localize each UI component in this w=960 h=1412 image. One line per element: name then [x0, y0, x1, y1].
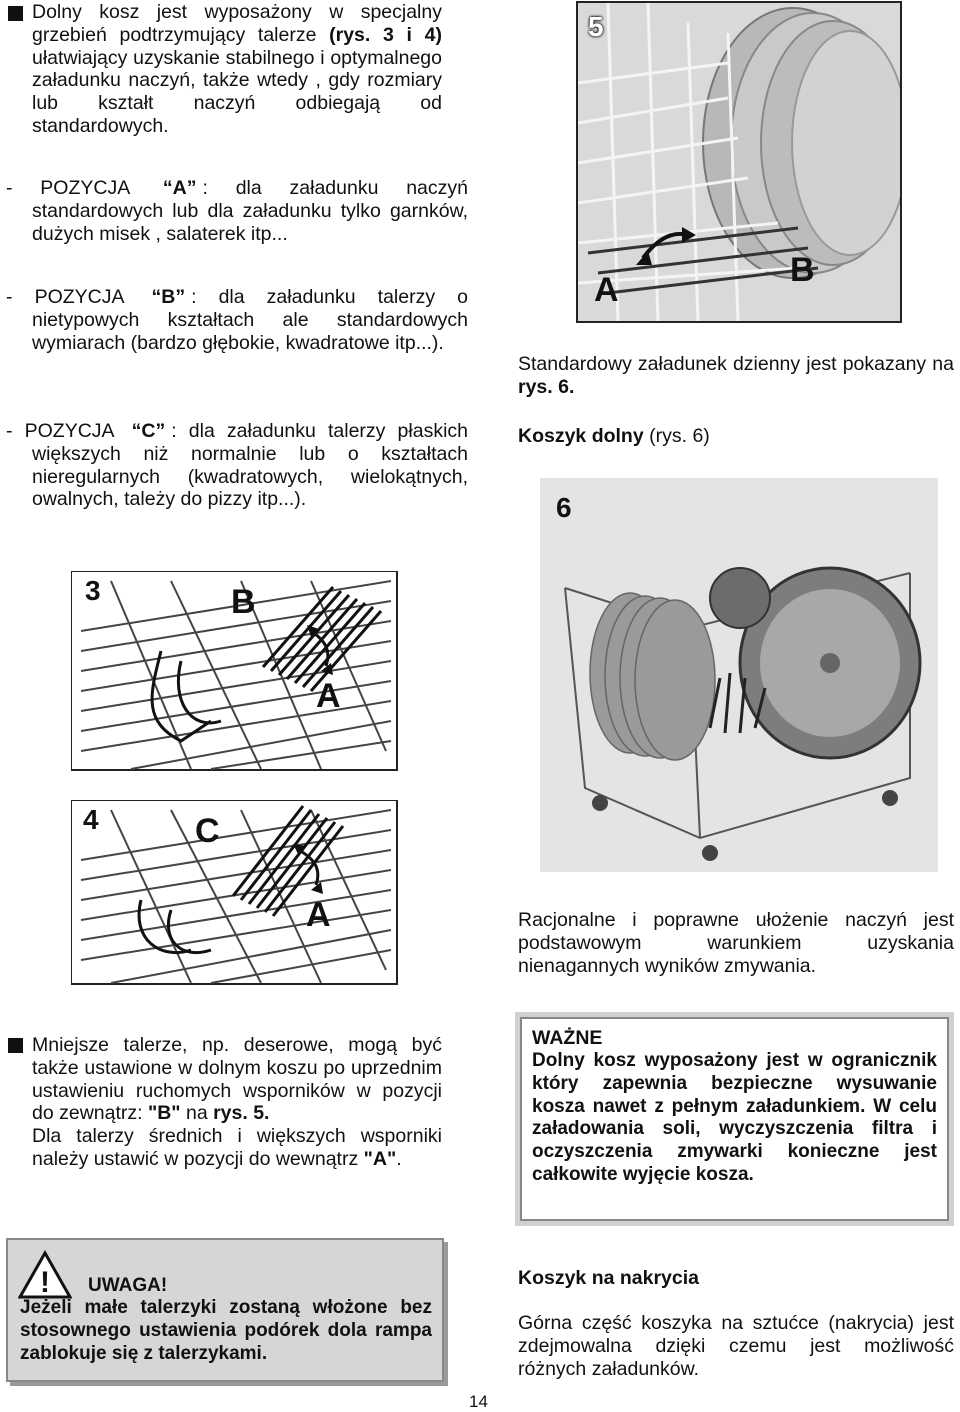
position-b-paragraph: - POZYCJA “B” : dla załadunku talerzy o nietypowych kształtach ale standardowych wymiarach (bardzo głębokie, kwadratowe itp...). — [6, 286, 468, 354]
figure-5-number: 5 — [588, 11, 604, 42]
figure-4-letter-a: A — [306, 896, 331, 934]
figure-3-illustration — [71, 571, 398, 771]
svg-text:!: ! — [40, 1266, 50, 1299]
figure-4-illustration — [71, 800, 398, 985]
page-number: 14 — [469, 1392, 488, 1411]
figure-5-letter-b: B — [790, 251, 815, 289]
figure-4-letter-c: C — [195, 812, 220, 850]
position-a-paragraph: - POZYCJA “A” : dla załadunku naczyń standardowych lub dla załadunku tylko garnków, dużych misek , salaterek itp... — [6, 177, 468, 245]
paragraph-intro: Dolny kosz jest wyposażony w specjalny grzebień podtrzymujący talerze (rys. 3 i 4) ułatwiający uzyskanie stabilnego i optymalnego załadunku naczyń, także wtedy , gdy rozmiary lub kształt naczyń odbiegają od standardowych. — [32, 1, 442, 137]
figure-5-letter-a: A — [594, 271, 619, 309]
figure-6-number: 6 — [556, 492, 572, 523]
warning-text: Jeżeli małe talerzyki zostaną włożone bez stosownego ustawienia podórek dola rampa zablokuje się z talerzykami. — [20, 1297, 432, 1364]
plates-in-rack-photo — [578, 3, 900, 321]
bullet-square — [8, 6, 23, 21]
figure-6-illustration — [540, 478, 938, 872]
warning-triangle-icon — [18, 1250, 72, 1300]
figure-4-number: 4 — [83, 804, 99, 835]
paragraph-small-plates: Mniejsze talerze, np. deserowe, mogą być także ustawione w dolnym koszu po uprzednim ustawieniu ruchomych wsporników w pozycji do zewnątrz: "B" na rys. 5. Dla talerzy średnich i większych wsporniki należy ustawić w pozycji do wewnątrz "A". — [32, 1034, 442, 1170]
figure-5-illustration — [576, 1, 902, 323]
bullet-square — [8, 1038, 23, 1053]
lower-basket-heading: Koszyk dolny (rys. 6) — [518, 425, 710, 447]
figure-3-letter-a: A — [316, 677, 341, 715]
rational-loading-paragraph: Racjonalne i poprawne ułożenie naczyń jest podstawowym warunkiem uzyskania nienagannych wyników zmywania. — [518, 909, 954, 977]
warning-box — [6, 1238, 444, 1382]
cutlery-basket-heading: Koszyk na nakrycia — [518, 1267, 700, 1289]
important-text: Dolny kosz wyposażony jest w ogranicznik który zapewnia bezpieczne wysuwanie kosza nawet z pełnym załadunkiem. W celu załadowania soli, wyczyszczenia filtra i oczyszczenia zmywarki konieczne jest całkowite wyjęcie kosza. — [532, 1050, 937, 1185]
figure-3-number: 3 — [85, 575, 101, 606]
loaded-lower-basket-photo — [540, 478, 938, 872]
standard-load-paragraph: Standardowy załadunek dzienny jest pokazany na rys. 6. — [518, 353, 954, 398]
important-box — [520, 1017, 949, 1221]
rack-comb-drawing — [71, 800, 398, 985]
figure-3-letter-b: B — [231, 583, 256, 621]
cutlery-basket-paragraph: Górna część koszyka na sztućce (nakrycia) jest zdejmowalna dzięki czemu jest możliwość różnych załadunków. — [518, 1312, 954, 1380]
important-title: WAŻNE — [532, 1027, 603, 1049]
position-c-paragraph: - POZYCJA “C” : dla załadunku talerzy płaskich większych niż normalnie lub o kształtach nieregularnych (kwadratowych, wielokątnych, owalnych, tależy do pizzy itp...). — [6, 420, 468, 511]
warning-title: UWAGA! — [88, 1275, 168, 1296]
